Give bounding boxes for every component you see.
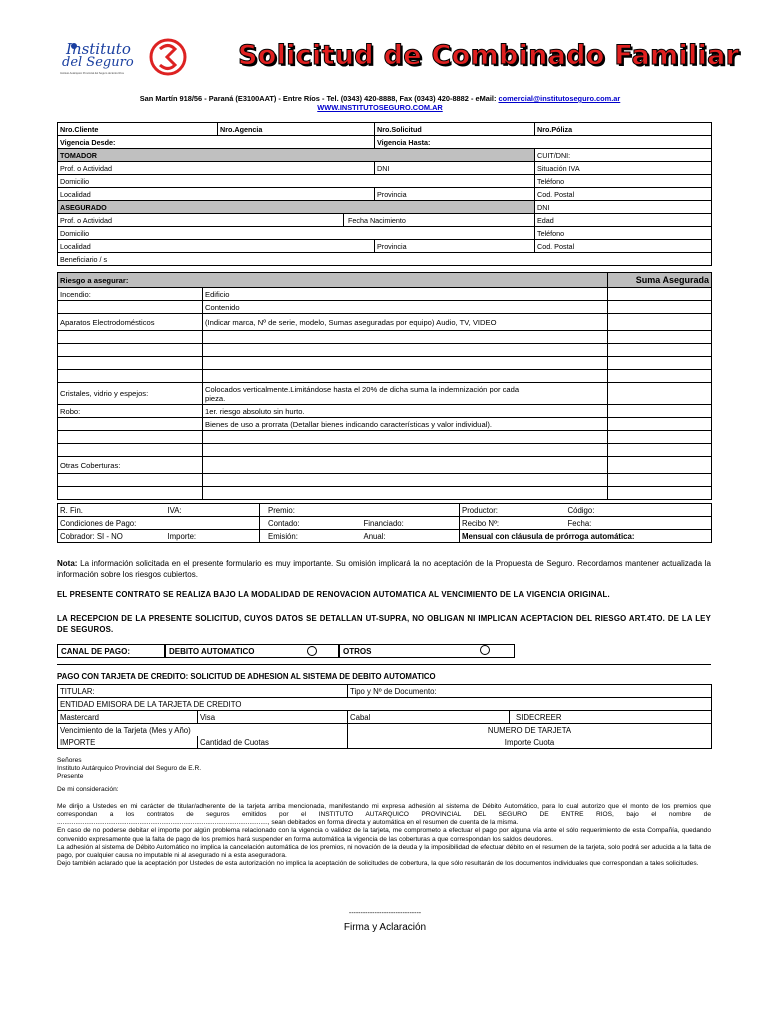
emision-field[interactable]: Emisión:: [260, 530, 362, 543]
tomador-prof-field[interactable]: Prof. o Actividad: [58, 162, 375, 175]
asegurado-cp-field[interactable]: Cod. Postal: [535, 240, 712, 253]
nro-solicitud-field[interactable]: Nro.Solicitud: [375, 123, 535, 136]
cristales-desc: [203, 383, 608, 405]
signature-label: Firma y Aclaración: [343, 922, 427, 933]
incendio-label: Incendio:: [58, 288, 203, 301]
nro-cliente-field[interactable]: Nro.Cliente: [58, 123, 218, 136]
blank-cell: [58, 370, 203, 383]
blank-cell: [58, 301, 203, 314]
cantidad-cuotas-field[interactable]: Cantidad de Cuotas: [198, 736, 348, 749]
client-data-table: [57, 122, 712, 266]
edificio-label: Edificio: [203, 288, 608, 301]
cabal-option[interactable]: Cabal: [348, 711, 510, 724]
page-title: Solicitud de Combinado Familiar: [238, 40, 740, 71]
otros-label: OTROS: [343, 647, 372, 656]
letter-paragraph-2: En caso de no poderse debitar el importe por algún problema relacionado con la vigencia o validez de la tarjeta, me comprometo a efectuar el pago por alguna vía ante el sólo requerimiento de esta Compañía, quedando convenido expresamente que la falta de pago de los premios hará suspender en forma automática la vigencia de las coberturas a que correspondan los saldos deudores.: [57, 827, 711, 843]
cristales-desc-line1: Colocados verticalmente.Limitándose hasta el 20% de dicha suma la indemnización por cada: [205, 384, 520, 394]
anual-field[interactable]: Anual:: [362, 530, 460, 543]
bienes-suma[interactable]: [608, 418, 712, 431]
nro-agencia-field[interactable]: Nro.Agencia: [218, 123, 375, 136]
aparatos-suma[interactable]: [608, 314, 712, 331]
otras-suma[interactable]: [608, 457, 712, 474]
bienes-line[interactable]: [203, 444, 608, 457]
nro-poliza-field[interactable]: Nro.Póliza: [535, 123, 712, 136]
riesgo-title: Riesgo a asegurar:: [58, 273, 608, 288]
payment-terms-table: [57, 503, 712, 543]
cuit-field[interactable]: CUIT/DNI:: [535, 149, 712, 162]
letter-consideracion: De mi consideración:: [57, 785, 119, 793]
letter-paragraph-4: Dejo también aclarado que la aceptación por Ustedes de esta autorización no implica la aceptación de solicitudes de cobertura, la que sólo resultarán de los documentos individuales que correspondan a tales solicitudes.: [57, 860, 699, 868]
divider: [57, 664, 711, 665]
aparatos-desc: (Indicar marca, Nº de serie, modelo, Sumas aseguradas por equipo) Audio, TV, VIDEO: [203, 314, 608, 331]
signature-line: -------------------------------: [348, 910, 422, 917]
otras-coberturas-label: Otras Coberturas:: [58, 457, 203, 474]
canal-pago-label: CANAL DE PAGO:: [57, 644, 165, 658]
debito-radio-icon[interactable]: [307, 646, 317, 656]
blank-cell: [58, 344, 203, 357]
premio-field[interactable]: Premio:: [260, 504, 362, 517]
blank-cell: [362, 504, 460, 517]
vencimiento-field[interactable]: Vencimiento de la Tarjeta (Mes y Año): [58, 724, 348, 737]
fecha-nacimiento-field[interactable]: Fecha Nacimiento: [344, 214, 535, 227]
otros-radio-icon[interactable]: [480, 645, 490, 655]
bienes-suma[interactable]: [608, 444, 712, 457]
asegurado-domicilio-field[interactable]: Domicilio: [58, 227, 535, 240]
letter-block: [57, 757, 711, 868]
logo-line2: del Seguro: [62, 55, 134, 70]
suma-asegurada-header: Suma Asegurada: [608, 273, 712, 288]
institute-logo: [60, 38, 190, 80]
aparatos-label: Aparatos Electrodomésticos: [58, 314, 203, 331]
blank-cell: [58, 431, 203, 444]
contenido-label: Contenido: [203, 301, 608, 314]
website-link[interactable]: WWW.INSTITUTOSEGURO.COM.AR: [317, 103, 443, 112]
aparatos-suma[interactable]: [608, 370, 712, 383]
numero-tarjeta-field[interactable]: NUMERO DE TARJETA: [348, 724, 712, 737]
blank-cell: [58, 418, 203, 431]
bienes-desc: Bienes de uso a prorrata (Detallar bienes indicando características y valor individual).: [203, 418, 608, 431]
entidad-emisora-label: ENTIDAD EMISORA DE LA TARJETA DE CREDITO: [58, 698, 712, 711]
fecha-field[interactable]: Fecha:: [566, 517, 712, 530]
mensual-field[interactable]: Mensual con cláusula de prórroga automática:: [460, 530, 712, 543]
edad-field[interactable]: Edad: [535, 214, 712, 227]
bienes-line[interactable]: [203, 431, 608, 444]
letter-presente: Presente: [57, 773, 84, 781]
blank-cell: [58, 331, 203, 344]
rfin-field[interactable]: R. Fin.: [58, 504, 166, 517]
financiado-field[interactable]: Financiado:: [362, 517, 460, 530]
letter-addressee: Señores: [57, 757, 82, 764]
logo-tagline: Instituto Autárquico Provincial del Seguro de Entre Ríos: [60, 72, 124, 75]
blank-cell: [58, 357, 203, 370]
letter-paragraph-3: La adhesión al sistema de Débito Automático no implica la cancelación automática de los premios, ni novación de la deuda y la imposibilidad de efectuar débito en el resumen de la tarjeta, solo podrá ser aducida a la falta de pago, por cualquier causa no imputable ni al asegurado ni a esta aseguradora.: [57, 843, 711, 860]
tomador-localidad-field[interactable]: Localidad: [58, 188, 375, 201]
asegurado-telefono-field[interactable]: Teléfono: [535, 227, 712, 240]
bienes-suma[interactable]: [608, 431, 712, 444]
otras-line[interactable]: [203, 474, 608, 487]
otras-line[interactable]: [203, 457, 608, 474]
address-text: San Martín 918/56 - Paraná (E3100AAT) - Entre Ríos - Tel. (0343) 420-8888, Fax (0343) 420-8882 - eMail:: [139, 94, 499, 103]
asegurado-prof-field[interactable]: Prof. o Actividad: [58, 214, 344, 227]
tomador-dni-field[interactable]: DNI: [375, 162, 535, 175]
vigencia-hasta-field[interactable]: Vigencia Hasta:: [375, 136, 712, 149]
robo-desc: 1er. riesgo absoluto sin hurto.: [203, 405, 608, 418]
asegurado-provincia-field[interactable]: Provincia: [375, 240, 535, 253]
nota-text: La información solicitada en el presente formulario es muy importante. Su omisión implicará la no aceptación de la Propuesta de Seguro. Recordamos mantener actualizada la información sobre los riesgos cubiertos.: [57, 559, 711, 579]
cristales-desc-line2: pieza.: [205, 393, 226, 403]
iva-field[interactable]: IVA:: [166, 504, 260, 517]
contado-field[interactable]: Contado:: [260, 517, 362, 530]
email-link[interactable]: comercial@institutoseguro.com.ar: [498, 94, 621, 103]
asegurado-header: ASEGURADO: [58, 201, 535, 214]
otras-line[interactable]: [203, 487, 608, 500]
importe-cuota-field[interactable]: Importe Cuota: [348, 736, 712, 749]
blank-cell: [58, 487, 203, 500]
tomador-provincia-field[interactable]: Provincia: [375, 188, 535, 201]
logo-line1: Instituto: [66, 40, 131, 58]
aparatos-line[interactable]: [203, 370, 608, 383]
titular-field[interactable]: TITULAR:: [58, 685, 348, 698]
blank-cell: [58, 444, 203, 457]
letter-institute: Instituto Autárquico Provincial del Seguro de E.R.: [57, 765, 202, 773]
situacion-iva-field[interactable]: Situación IVA: [535, 162, 712, 175]
aparatos-suma[interactable]: [608, 357, 712, 370]
nota-paragraph: [57, 559, 711, 580]
asegurado-dni-field[interactable]: DNI: [535, 201, 712, 214]
contrato-paragraph: EL PRESENTE CONTRATO SE REALIZA BAJO LA MODALIDAD DE RENOVACION AUTOMATICA AL VENCIMIENTO DE LA VIGENCIA ORIGINAL.: [57, 590, 610, 599]
edificio-suma[interactable]: [608, 288, 712, 301]
riesgo-table: [57, 272, 712, 500]
cobrador-field[interactable]: Cobrador: SI - NO: [58, 530, 166, 543]
productor-field[interactable]: Productor:: [460, 504, 566, 517]
recepcion-paragraph: LA RECEPCION DE LA PRESENTE SOLICITUD, CUYOS DATOS SE DETALLAN UT-SUPRA, NO OBLIGAN NI IMPLICAN ACEPTACION DEL RIESGO ART.4TO. DE LA LEY DE SEGUROS.: [57, 614, 711, 634]
tomador-domicilio-field[interactable]: Domicilio: [58, 175, 535, 188]
contenido-suma[interactable]: [608, 301, 712, 314]
tarjeta-heading: PAGO CON TARJETA DE CREDITO: SOLICITUD DE ADHESION AL SISTEMA DE DEBITO AUTOMATICO: [57, 672, 436, 681]
importe-tarjeta-field[interactable]: IMPORTE: [58, 736, 198, 749]
tomador-telefono-field[interactable]: Teléfono: [535, 175, 712, 188]
mastercard-option[interactable]: Mastercard: [58, 711, 198, 724]
robo-label: Robo:: [58, 405, 203, 418]
codigo-field[interactable]: Código:: [566, 504, 712, 517]
cristales-label: Cristales, vidrio y espejos:: [58, 383, 203, 405]
vigencia-desde-field[interactable]: Vigencia Desde:: [58, 136, 375, 149]
recibo-field[interactable]: Recibo Nº:: [460, 517, 566, 530]
letter-paragraph-1: Me dirijo a Ustedes en mi carácter de titular/adherente de la tarjeta arriba mencionada, manifestando mi expresa adhesión al sistema de Débito Automático, para lo cual autorizo que el monto de los premios que correspondan a los contratos de seguros emitidos por el INSTITUTO AUTARQUICO PROVINCIAL DEL SEGURO DE ENTRE RIOS, bajo el nombre de ..................................................................................................................., sean debitados en forma directa y automática en el resumen de cuenta de la misma.: [57, 802, 711, 827]
otras-suma[interactable]: [608, 474, 712, 487]
aparatos-suma[interactable]: [608, 344, 712, 357]
asegurado-localidad-field[interactable]: Localidad: [58, 240, 375, 253]
tomador-cp-field[interactable]: Cod. Postal: [535, 188, 712, 201]
blank-cell: [58, 474, 203, 487]
debito-automatico-label: DEBITO AUTOMATICO: [169, 647, 255, 656]
visa-option[interactable]: Visa: [198, 711, 348, 724]
nota-label: Nota:: [57, 559, 78, 568]
aparatos-suma[interactable]: [608, 331, 712, 344]
address-block: [70, 94, 690, 112]
tomador-header: TOMADOR: [58, 149, 535, 162]
beneficiario-field[interactable]: Beneficiario / s: [58, 253, 712, 266]
otras-suma[interactable]: [608, 487, 712, 500]
robo-suma[interactable]: [608, 405, 712, 418]
tarjeta-table: [57, 684, 712, 749]
aparatos-line[interactable]: [203, 344, 608, 357]
tipo-doc-field[interactable]: Tipo y Nº de Documento:: [348, 685, 712, 698]
aparatos-line[interactable]: [203, 357, 608, 370]
condiciones-pago-field[interactable]: Condiciones de Pago:: [58, 517, 260, 530]
sidecreer-option[interactable]: SIDECREER: [510, 711, 712, 724]
cristales-suma[interactable]: [608, 383, 712, 405]
aparatos-line[interactable]: [203, 331, 608, 344]
importe-field[interactable]: Importe:: [166, 530, 260, 543]
